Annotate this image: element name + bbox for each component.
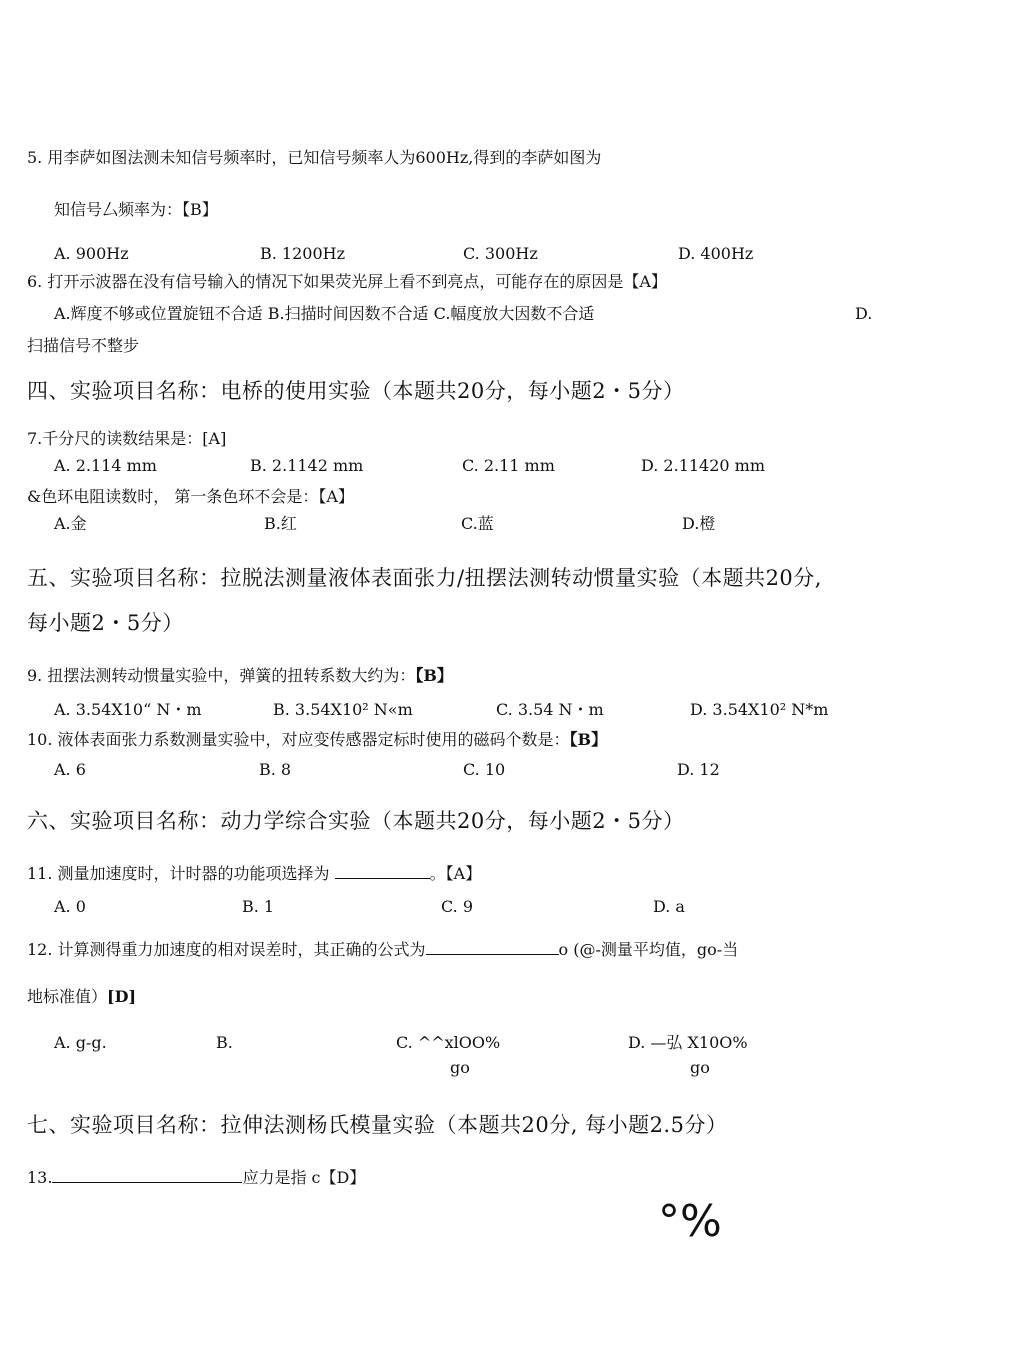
q12-answer: [D] — [107, 987, 137, 1006]
q9-answer: 【B】 — [415, 666, 453, 685]
q11-stem — [27, 864, 481, 884]
stray-percent-symbol: °% — [658, 1196, 722, 1247]
q5-option-c: C. 300Hz — [463, 244, 538, 263]
q8-option-c: C.蓝 — [461, 514, 494, 533]
q12-option-c-denominator: go — [450, 1058, 470, 1077]
q13-answer-blank — [52, 1168, 242, 1183]
q8-option-a: A.金 — [54, 514, 87, 533]
q12-answer-blank — [426, 940, 559, 955]
q9-stem-text: 9. 扭摆法测转动惯量实验中，弹簧的扭转系数大约为： — [27, 666, 416, 685]
q5-stem-cont: 知信号厶频率为：【B】 — [54, 200, 218, 219]
q9-option-c: C. 3.54 N・m — [496, 700, 604, 719]
q11-stem-answer: 。【A】 — [429, 864, 482, 883]
q12-stem-cont — [27, 987, 136, 1007]
q10-answer: 【B】 — [569, 730, 608, 749]
q7-option-c: C. 2.11 mm — [462, 456, 555, 475]
q12-stem-text: 12. 计算测得重力加速度的相对误差时，其正确的公式为 — [27, 940, 426, 959]
q5-option-b: B. 1200Hz — [260, 244, 346, 263]
q5-option-a: A. 900Hz — [54, 244, 129, 263]
q10-option-d: D. 12 — [677, 760, 720, 779]
q11-option-c: C. 9 — [441, 897, 474, 916]
q8-option-d: D.橙 — [682, 514, 716, 533]
section-7-heading: 七、实验项目名称：拉伸法测杨氏模量实验（本题共20分, 每小题2.5分） — [27, 1113, 728, 1137]
q10-option-b: B. 8 — [259, 760, 292, 779]
q6-stem: 6. 打开示波器在没有信号输入的情况下如果荧光屏上看不到亮点，可能存在的原因是【A】 — [27, 272, 667, 291]
q10-option-c: C. 10 — [463, 760, 506, 779]
q7-option-b: B. 2.1142 mm — [250, 456, 364, 475]
q11-answer-blank — [335, 864, 430, 879]
q12-option-b: B. — [216, 1033, 233, 1052]
q12-stem — [27, 940, 738, 960]
q6-options-abc: A.辉度不够或位置旋钮不合适 B.扫描时间因数不合适 C.幅度放大因数不合适 — [54, 304, 595, 323]
q10-stem — [27, 730, 607, 750]
q8-stem: &色环电阻读数时， 第一条色环不会是：【A】 — [27, 487, 354, 506]
q11-stem-text: 11. 测量加速度时，计时器的功能项选择为 — [27, 864, 330, 883]
section-5-heading: 五、实验项目名称：拉脱法测量液体表面张力/扭摆法测转动惯量实验（本题共20分, — [27, 566, 822, 590]
q5-stem: 5. 用李萨如图法测未知信号频率时，已知信号频率人为600Hz,得到的李萨如图为 — [27, 148, 602, 167]
q12-stem-note: o (@-测量平均值，go-当 — [558, 940, 739, 959]
q12-stem-cont-text: 地标准值） — [27, 987, 108, 1006]
q12-option-c: C. ^^xlOO% — [396, 1033, 501, 1052]
q7-option-a: A. 2.114 mm — [54, 456, 157, 475]
q11-option-b: B. 1 — [242, 897, 275, 916]
q7-option-d: D. 2.11420 mm — [641, 456, 766, 475]
q7-stem: 7.千分尺的读数结果是：[A] — [27, 429, 227, 448]
q12-option-a: A. g-g. — [54, 1033, 107, 1052]
q10-stem-text: 10. 液体表面张力系数测量实验中，对应变传感器定标时使用的磁码个数是： — [27, 730, 570, 749]
q5-option-d: D. 400Hz — [678, 244, 754, 263]
q13-number: 13. — [27, 1168, 53, 1187]
q12-option-d-denominator: go — [690, 1058, 710, 1077]
q6-option-d-text: 扫描信号不整步 — [27, 336, 140, 355]
q9-option-d: D. 3.54X10² N*m — [690, 700, 829, 719]
q10-option-a: A. 6 — [54, 760, 86, 779]
q13-stem — [27, 1168, 365, 1188]
q8-option-b: B.红 — [264, 514, 297, 533]
q9-option-a: A. 3.54X10“ N・m — [54, 700, 202, 719]
section-6-heading: 六、实验项目名称：动力学综合实验（本题共20分，每小题2・5分） — [27, 809, 685, 833]
q13-stem-text: 应力是指 c【D】 — [242, 1168, 366, 1187]
q9-stem — [27, 666, 453, 686]
section-5-heading-cont: 每小题2・5分） — [27, 611, 184, 635]
q11-option-a: A. 0 — [54, 897, 86, 916]
q9-option-b: B. 3.54X10² N«m — [273, 700, 413, 719]
section-4-heading: 四、实验项目名称：电桥的使用实验（本题共20分，每小题2・5分） — [27, 379, 685, 403]
q11-option-d: D. a — [653, 897, 685, 916]
q12-option-d: D. —弘 X10O% — [628, 1033, 748, 1052]
q6-option-d-letter: D. — [855, 304, 873, 323]
